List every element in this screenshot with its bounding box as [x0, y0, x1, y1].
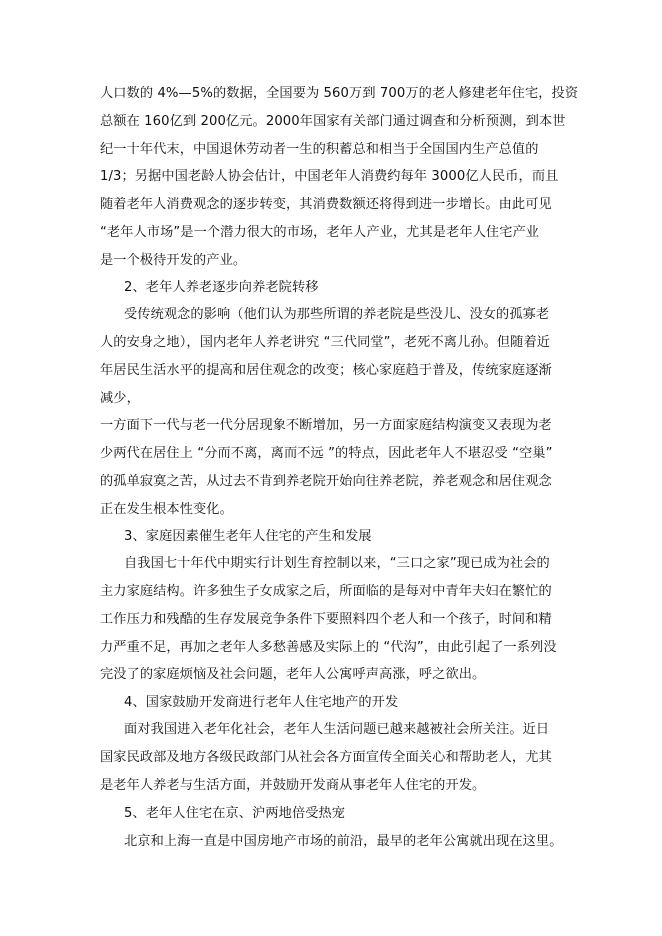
section-heading: 3、家庭因素催生老年人住宅的产生和发展: [124, 529, 372, 544]
text-line: 少两代在居住上 “分而不离，离而不远 ”的特点，因此老年人不堪忍受 “空巢”: [100, 446, 553, 461]
text-line: 人口数的 4%—5%的数据，全国要为 560万到 700万的老人修建老年住宅，投资: [100, 86, 579, 101]
text-line: 力严重不足，再加之老年人多愁善感及实际上的 “代沟”，由此引起了一系列没: [100, 640, 557, 655]
text-line: 受传统观念的影响（他们认为那些所谓的养老院是些没儿、没女的孤寡老: [124, 307, 550, 322]
text-line: “老年人市场”是一个潜力很大的市场，老年人产业，尤其是老年人住宅产业: [100, 225, 540, 240]
text-line: 年居民生活水平的提高和居住观念的改变；核心家庭趋于普及，传统家庭逐渐: [100, 363, 552, 378]
text-line: 总额在 160亿到 200亿元。2000年国家有关部门通过调查和分析预测，到本世: [100, 114, 566, 129]
text-line: 完没了的家庭烦恼及社会问题，老年人公寓呼声高涨，呼之欲出。: [100, 667, 486, 682]
text-line: 减少，: [100, 391, 140, 406]
text-line: 人的安身之地），国内老年人养老讲究 “三代同堂”，老死不离儿孙。但随着近: [100, 335, 551, 350]
text-line: 是老年人养老与生活方面，并鼓励开发商从事老年人住宅的开发。: [100, 778, 486, 793]
text-line: 一方面下一代与老一代分居现象不断增加，另一方面家庭结构演变又表现为老: [100, 418, 552, 433]
text-line: 国家民政部及地方各级民政部门从社会各方面宣传全面关心和帮助老人，尤其: [100, 750, 552, 765]
text-line: 随着老年人消费观念的逐步转变，其消费数额还将得到进一步增长。由此可见: [100, 197, 552, 212]
text-line: 面对我国进入老年化社会，老年人生活问题已越来越被社会所关注。近日: [124, 722, 550, 737]
text-line: 北京和上海一直是中国房地产市场的前沿，最早的老年公寓就出现在这里。: [124, 834, 563, 849]
text-line: 工作压力和残酷的生存发展竞争条件下要照料四个老人和一个孩子，时间和精: [100, 612, 552, 627]
text-line: 是一个极待开发的产业。: [100, 253, 247, 268]
section-heading: 4、国家鼓励开发商进行老年人住宅地产的开发: [124, 695, 399, 710]
text-line: 1/3；另据中国老龄人协会估计，中国老年人消费约每年 3000亿人民币，而且: [100, 169, 559, 184]
section-heading: 2、老年人养老逐步向养老院转移: [124, 280, 319, 295]
text-line: 自我国七十年代中期实行计划生育控制以来，“三口之家”现已成为社会的: [124, 556, 550, 571]
text-line: 的孤单寂寞之苦，从过去不肯到养老院开始向往养老院，养老观念和居住观念: [100, 474, 552, 489]
section-heading: 5、老年人住宅在京、沪两地倍受热宠: [124, 806, 346, 821]
text-line: 主力家庭结构。许多独生子女成家之后，所面临的是每对中青年夫妇在繁忙的: [100, 584, 552, 599]
text-line: 纪一十年代末，中国退休劳动者一生的积蓄总和相当于全国国内生产总值的: [100, 142, 539, 157]
text-line: 正在发生根本性变化。: [100, 502, 233, 517]
